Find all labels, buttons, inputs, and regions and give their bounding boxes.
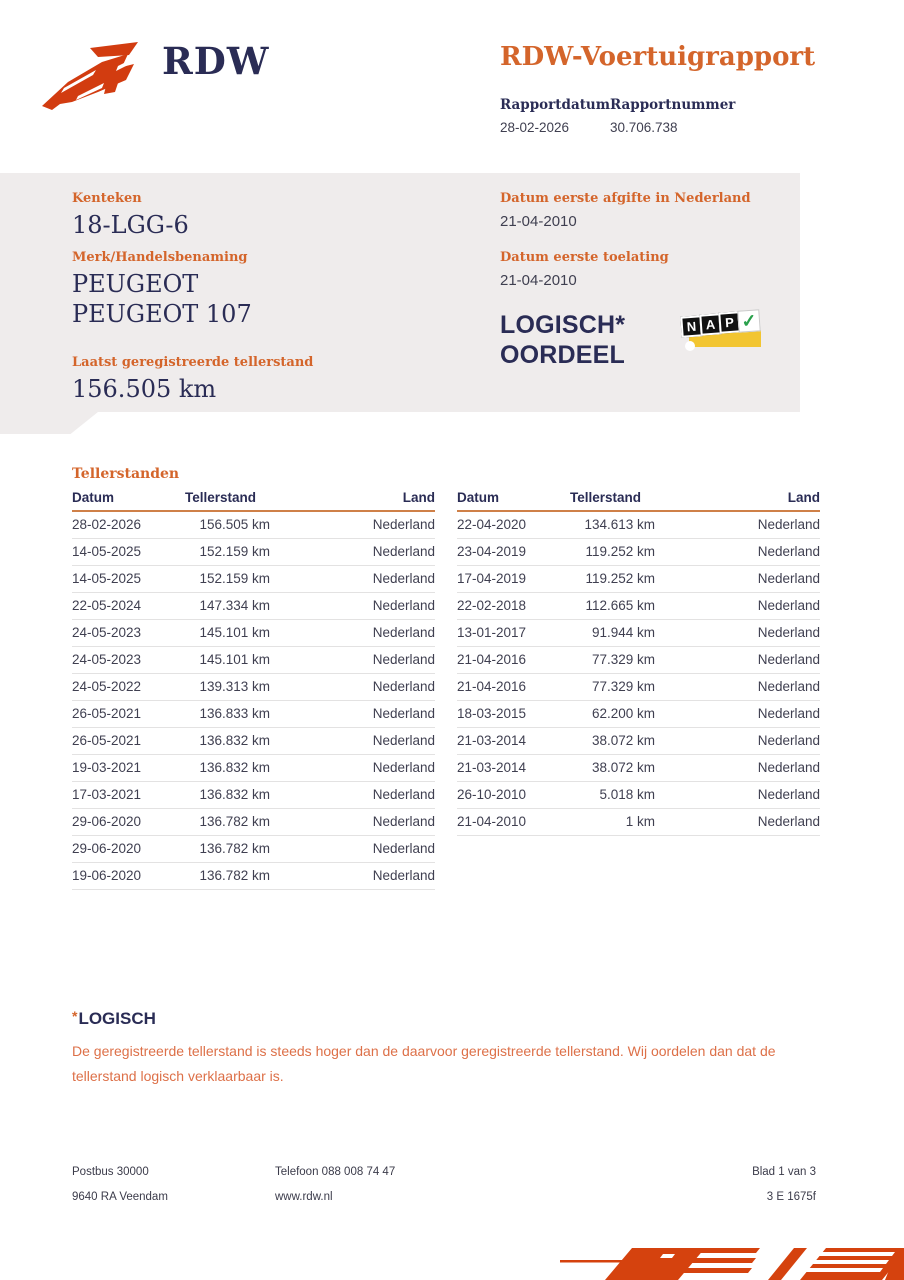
report-date-block xyxy=(500,97,610,135)
report-header xyxy=(500,42,840,135)
cell-datum: 23-04-2019 xyxy=(457,539,570,566)
table-row xyxy=(72,511,435,539)
cell-datum: 28-02-2026 xyxy=(72,511,185,539)
cell-tellerstand: 136.832 km xyxy=(185,782,270,809)
cell-datum: 13-01-2017 xyxy=(457,620,570,647)
oordeel-line2: OORDEEL xyxy=(500,340,626,369)
cell-land: Nederland xyxy=(655,701,820,728)
merk-value: PEUGEOT PEUGEOT 107 xyxy=(72,270,252,328)
table-row xyxy=(72,620,435,647)
cell-tellerstand: 91.944 km xyxy=(570,620,655,647)
cell-datum: 22-04-2020 xyxy=(457,511,570,539)
footer-phone: Telefoon 088 008 74 47 xyxy=(275,1166,396,1178)
cell-tellerstand: 134.613 km xyxy=(570,511,655,539)
cell-datum: 19-03-2021 xyxy=(72,755,185,782)
cell-tellerstand: 136.782 km xyxy=(185,809,270,836)
cell-datum: 21-03-2014 xyxy=(457,728,570,755)
cell-land: Nederland xyxy=(655,620,820,647)
cell-datum: 26-05-2021 xyxy=(72,701,185,728)
column-header-datum: Datum xyxy=(72,488,185,511)
table-row xyxy=(457,809,820,836)
cell-tellerstand: 147.334 km xyxy=(185,593,270,620)
vehicle-summary-panel xyxy=(0,173,800,412)
footer-city: 9640 RA Veendam xyxy=(72,1191,168,1203)
tellerstanden-section xyxy=(72,466,820,890)
cell-tellerstand: 136.782 km xyxy=(185,836,270,863)
cell-land: Nederland xyxy=(270,755,435,782)
report-number-label: Rapportnummer xyxy=(610,97,736,113)
cell-land: Nederland xyxy=(270,782,435,809)
cell-datum: 19-06-2020 xyxy=(72,863,185,890)
tellerstanden-table-left xyxy=(72,488,435,890)
page-title: RDW-Voertuigrapport xyxy=(500,42,816,72)
cell-tellerstand: 1 km xyxy=(570,809,655,836)
table-row xyxy=(72,809,435,836)
cell-land: Nederland xyxy=(655,593,820,620)
cell-datum: 21-04-2010 xyxy=(457,809,570,836)
cell-tellerstand: 136.833 km xyxy=(185,701,270,728)
cell-land: Nederland xyxy=(655,566,820,593)
column-header-land: Land xyxy=(270,488,435,511)
nap-letter-p: P xyxy=(719,311,741,333)
laatste-tellerstand-label: Laatst geregistreerde tellerstand xyxy=(72,355,314,370)
report-number-value: 30.706.738 xyxy=(610,120,678,135)
table-row xyxy=(72,647,435,674)
cell-datum: 14-05-2025 xyxy=(72,566,185,593)
table-row xyxy=(72,728,435,755)
cell-land: Nederland xyxy=(270,809,435,836)
cell-land: Nederland xyxy=(270,836,435,863)
cell-land: Nederland xyxy=(655,728,820,755)
table-row xyxy=(72,863,435,890)
kenteken-label: Kenteken xyxy=(72,191,142,206)
rdw-logo xyxy=(38,38,269,126)
cell-tellerstand: 152.159 km xyxy=(185,539,270,566)
column-header-tellerstand: Tellerstand xyxy=(570,488,655,511)
toelating-value: 21-04-2010 xyxy=(500,272,577,289)
nap-letter-n: N xyxy=(681,315,703,337)
cell-land: Nederland xyxy=(270,620,435,647)
cell-datum: 18-03-2015 xyxy=(457,701,570,728)
cell-datum: 29-06-2020 xyxy=(72,836,185,863)
table-row xyxy=(457,511,820,539)
cell-land: Nederland xyxy=(270,593,435,620)
logisch-footnote xyxy=(72,1008,778,1089)
table-row xyxy=(72,566,435,593)
cell-land: Nederland xyxy=(270,728,435,755)
table-row xyxy=(72,836,435,863)
cell-datum: 24-05-2023 xyxy=(72,647,185,674)
cell-land: Nederland xyxy=(655,539,820,566)
table-row xyxy=(457,728,820,755)
table-row xyxy=(457,539,820,566)
laatste-tellerstand-value: 156.505 km xyxy=(72,375,217,403)
report-meta xyxy=(500,97,840,135)
footer-doc-code: 3 E 1675f xyxy=(766,1191,816,1203)
table-row xyxy=(457,755,820,782)
nap-notch xyxy=(685,341,695,351)
cell-datum: 21-04-2016 xyxy=(457,674,570,701)
table-row xyxy=(72,539,435,566)
table-row xyxy=(72,674,435,701)
cell-land: Nederland xyxy=(270,647,435,674)
cell-tellerstand: 145.101 km xyxy=(185,620,270,647)
cell-land: Nederland xyxy=(655,755,820,782)
oordeel-line1: LOGISCH* xyxy=(500,311,626,339)
nap-checkmark-icon: ✓ xyxy=(737,309,760,332)
afgifte-value: 21-04-2010 xyxy=(500,213,577,230)
cell-tellerstand: 77.329 km xyxy=(570,647,655,674)
cell-datum: 29-06-2020 xyxy=(72,809,185,836)
cell-tellerstand: 119.252 km xyxy=(570,566,655,593)
cell-datum: 22-02-2018 xyxy=(457,593,570,620)
footnote-heading-text: LOGISCH xyxy=(78,1009,156,1028)
cell-tellerstand: 152.159 km xyxy=(185,566,270,593)
cell-tellerstand: 38.072 km xyxy=(570,755,655,782)
column-header-tellerstand: Tellerstand xyxy=(185,488,270,511)
table-row xyxy=(72,593,435,620)
cell-land: Nederland xyxy=(270,566,435,593)
table-row xyxy=(457,593,820,620)
cell-land: Nederland xyxy=(655,809,820,836)
cell-land: Nederland xyxy=(270,863,435,890)
cell-tellerstand: 62.200 km xyxy=(570,701,655,728)
cell-datum: 26-05-2021 xyxy=(72,728,185,755)
merk-label: Merk/Handelsbenaming xyxy=(72,250,248,265)
oordeel-text xyxy=(500,311,625,370)
cell-land: Nederland xyxy=(270,701,435,728)
cell-tellerstand: 136.782 km xyxy=(185,863,270,890)
table-row xyxy=(72,701,435,728)
cell-datum: 22-05-2024 xyxy=(72,593,185,620)
cell-datum: 26-10-2010 xyxy=(457,782,570,809)
cell-tellerstand: 38.072 km xyxy=(570,728,655,755)
rdw-logo-text: RDW xyxy=(162,39,270,83)
table-row xyxy=(457,674,820,701)
report-date-value: 28-02-2026 xyxy=(500,120,570,135)
footer-page-indicator: Blad 1 van 3 xyxy=(752,1166,816,1178)
cell-tellerstand: 139.313 km xyxy=(185,674,270,701)
oordeel-block xyxy=(500,311,800,370)
footnote-asterisk: * xyxy=(72,1008,78,1024)
kenteken-value: 18-LGG-6 xyxy=(72,211,189,239)
cell-tellerstand: 77.329 km xyxy=(570,674,655,701)
afgifte-label: Datum eerste afgifte in Nederland xyxy=(500,191,751,206)
cell-land: Nederland xyxy=(655,511,820,539)
footnote-heading xyxy=(72,1008,778,1029)
cell-tellerstand: 145.101 km xyxy=(185,647,270,674)
table-row xyxy=(72,782,435,809)
cell-datum: 21-03-2014 xyxy=(457,755,570,782)
footnote-text: De geregistreerde tellerstand is steeds hoger dan de daarvoor geregistreerde tellerstand. Wij oordelen dan dat de tellerstand logisch verklaarbaar is. xyxy=(72,1043,776,1085)
cell-tellerstand: 5.018 km xyxy=(570,782,655,809)
table-row xyxy=(72,755,435,782)
speed-stripes-decoration xyxy=(500,1238,904,1280)
footer-website: www.rdw.nl xyxy=(275,1191,333,1203)
table-row xyxy=(457,701,820,728)
speed-stripes-icon xyxy=(500,1238,904,1280)
cell-tellerstand: 136.832 km xyxy=(185,728,270,755)
table-row xyxy=(457,620,820,647)
cell-datum: 21-04-2016 xyxy=(457,647,570,674)
table-row xyxy=(457,782,820,809)
table-header-row xyxy=(457,488,820,511)
cell-datum: 24-05-2023 xyxy=(72,620,185,647)
nap-letter-a: A xyxy=(700,313,722,335)
nap-logo xyxy=(681,309,769,359)
rdw-wing-icon xyxy=(38,38,150,126)
table-row xyxy=(457,647,820,674)
tellerstanden-heading: Tellerstanden xyxy=(72,466,180,482)
report-date-label: Rapportdatum xyxy=(500,97,611,113)
toelating-label: Datum eerste toelating xyxy=(500,250,669,265)
vehicle-panel-right xyxy=(500,191,800,370)
footer-postbus: Postbus 30000 xyxy=(72,1166,149,1178)
cell-tellerstand: 156.505 km xyxy=(185,511,270,539)
cell-land: Nederland xyxy=(270,511,435,539)
cell-tellerstand: 112.665 km xyxy=(570,593,655,620)
cell-land: Nederland xyxy=(270,674,435,701)
cell-land: Nederland xyxy=(655,782,820,809)
column-header-datum: Datum xyxy=(457,488,570,511)
cell-datum: 14-05-2025 xyxy=(72,539,185,566)
cell-tellerstand: 136.832 km xyxy=(185,755,270,782)
table-header-row xyxy=(72,488,435,511)
cell-land: Nederland xyxy=(270,539,435,566)
tellerstanden-tables xyxy=(72,488,820,890)
panel-tail-decoration xyxy=(0,412,98,434)
cell-land: Nederland xyxy=(655,647,820,674)
cell-datum: 24-05-2022 xyxy=(72,674,185,701)
table-row xyxy=(457,566,820,593)
report-number-block xyxy=(610,97,736,135)
cell-land: Nederland xyxy=(655,674,820,701)
cell-tellerstand: 119.252 km xyxy=(570,539,655,566)
cell-datum: 17-03-2021 xyxy=(72,782,185,809)
cell-datum: 17-04-2019 xyxy=(457,566,570,593)
page-footer xyxy=(72,1166,816,1203)
vehicle-panel-left xyxy=(72,191,472,414)
tellerstanden-table-right xyxy=(457,488,820,836)
column-header-land: Land xyxy=(655,488,820,511)
